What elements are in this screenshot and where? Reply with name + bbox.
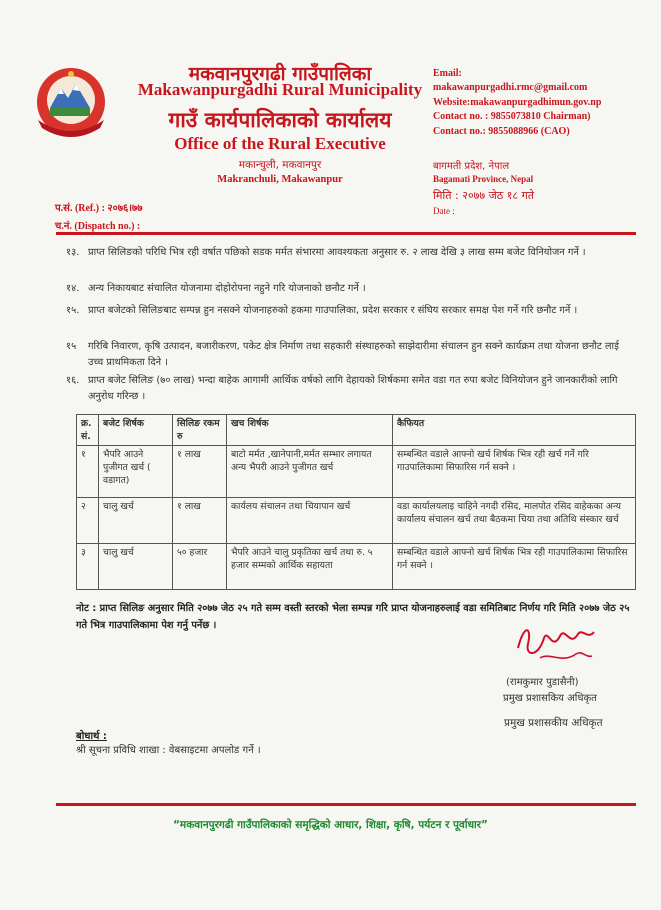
signatory-stamp: प्रमुख प्रशासकीय अधिकृत xyxy=(504,717,603,729)
website: Website:makawanpurgadhimun.gov.np xyxy=(433,97,602,108)
signatory-name: (रामकुमार पुडासैनी) xyxy=(506,677,579,688)
nepal-emblem-icon xyxy=(30,64,112,140)
paragraph-text: गरिबि निवारण, कृषि उत्पादन, बजारीकरण, पकेट क्षेत्र निर्माण तथा सहकारी संस्थाहरुको साझेदारीमा संचालन हुन सक्ने कार्यक्रम तथा योजना छनौट लाई उच्च प्राथमिकता दिने । xyxy=(88,341,619,368)
table-cell: भैपरि आउने पुजीगत खर्च ( वडागत) xyxy=(99,446,173,498)
table-cell: सम्बन्धित वडाले आफ्नो खर्च शिर्षक भित्र रही खर्च गर्ने गरि गाउपालिकामा सिफारिस गर्न सक्ने । xyxy=(393,446,636,498)
paragraph-number: १५. xyxy=(66,305,80,316)
table-cell: १ लाख xyxy=(173,498,227,544)
office-title-english: Office of the Rural Executive xyxy=(174,134,386,153)
table-header: सिलिङ रकम रु xyxy=(173,415,227,446)
paragraph-number: १४. xyxy=(66,283,80,294)
date-english-label: Date : xyxy=(433,206,455,216)
footer-divider xyxy=(56,803,636,806)
table-cell: ३ xyxy=(77,544,99,590)
paragraph-15a xyxy=(66,303,636,319)
email-value: makawanpurgadhi.rmc@gmail.com xyxy=(433,82,588,93)
cc-item: श्री सूचना प्रविधि शाखा : वेबसाइटमा अपलोड गर्ने । xyxy=(76,745,261,756)
footer-slogan: “मकवानपुरगढी गाउँपालिकाको समृद्धिको आधार, शिक्षा, कृषि, पर्यटन र पूर्वाधार” xyxy=(173,819,488,831)
table-cell: सम्बन्धित वडाले आफ्नो खर्च शिर्षक भित्र रही गाउपालिकामा सिफारिस गर्न सक्ने । xyxy=(393,544,636,590)
signature-icon xyxy=(510,618,600,670)
address-english: Makranchuli, Makawanpur xyxy=(217,174,343,185)
table-cell: कार्यलय संचालन तथा चियापान खर्च xyxy=(227,498,393,544)
header-divider xyxy=(56,232,636,235)
table-cell: ५० हजार xyxy=(173,544,227,590)
paragraph-text: प्राप्त बजेट सिलिङ (७० लाख) भन्दा बाहेक आगामी आर्थिक वर्षको लागि देहायको शिर्षकमा समेत वडा गत रुपा बजेट विनियोजन हुने जानकारीको लागि अनुरोध गरिन्छ । xyxy=(88,375,618,402)
contact-cao: Contact no.: 9855088966 (CAO) xyxy=(433,126,570,137)
table-cell: चालु खर्च xyxy=(99,498,173,544)
signatory-title: प्रमुख प्रशासकिय अधिकृत xyxy=(503,693,597,704)
office-title-nepali: गाउँ कार्यपालिकाको कार्यालय xyxy=(168,108,392,132)
province-english: Bagamati Province, Nepal xyxy=(433,174,534,184)
table-cell: २ xyxy=(77,498,99,544)
table-header-row xyxy=(77,415,636,446)
table-cell: भैपरि आउने चालु प्रकृतिका खर्च तथा रु. ५ हजार सम्मको आर्थिक सहायता xyxy=(227,544,393,590)
province-nepali: बागमती प्रदेश, नेपाल xyxy=(433,161,510,172)
table-header: बजेट शिर्षक xyxy=(99,415,173,446)
paragraph-number: १६. xyxy=(66,375,80,386)
table-cell: १ लाख xyxy=(173,446,227,498)
paragraph-text: प्राप्त सिलिङको परिधि भित्र रही वर्षात पछिको सडक मर्मत संभारमा आवश्यकता अनुसार रु. २ लाख देखि ३ लाख सम्म बजेट विनियोजन गर्ने । xyxy=(88,247,586,258)
table-row xyxy=(77,498,636,544)
paragraph-15b xyxy=(66,339,636,371)
dispatch-number: च.नं. (Dispatch no.) : xyxy=(55,221,141,232)
municipality-title-nepali: मकवानपुरगढी गाउँपालिका xyxy=(188,63,372,85)
table-cell: १ xyxy=(77,446,99,498)
paragraph-14 xyxy=(66,281,636,297)
cc-label: बोधार्थ : xyxy=(76,731,107,742)
paragraph-number: १५ xyxy=(66,341,77,352)
table-cell: वडा कार्यालयलाइ चाहिने नगदी रसिद, मालपोत रसिद वाहेकका अन्य कार्यालय संचालन खर्च तथा बैठकमा चिया तथा अतिथि संस्कार खर्च xyxy=(393,498,636,544)
budget-table xyxy=(76,414,636,590)
paragraph-text: प्राप्त बजेटको सिलिङबाट सम्पन्न हुन नसक्ने योजनाहरुको हकमा गाउपालिका, प्रदेश सरकार र संघिय सरकार समक्ष पेश गर्ने गरि छनौट गर्ने । xyxy=(88,305,578,316)
table-row xyxy=(77,544,636,590)
table-header: क्र. सं. xyxy=(77,415,99,446)
table-header: कैफियत xyxy=(393,415,636,446)
paragraph-text: अन्य निकायबाट संचालित योजनामा दोहोरोपना नहुने गरि योजनाको छनौट गर्ने । xyxy=(88,283,366,294)
table-cell: बाटो मर्मत ,खानेपानी,मर्मत सम्भार लगायत अन्य भैपरी आउने पुजीगत खर्च xyxy=(227,446,393,498)
table-row xyxy=(77,446,636,498)
table-cell: चालु खर्च xyxy=(99,544,173,590)
address-nepali: मकान्चुली, मकवानपुर xyxy=(238,159,322,171)
paragraph-13 xyxy=(66,245,636,261)
table-header: खच शिर्षक xyxy=(227,415,393,446)
email-label: Email: xyxy=(433,68,462,79)
date-nepali: मिति : २०७७ जेठ १८ गते xyxy=(433,189,535,202)
reference-number: प.सं. (Ref.) : २०७६।७७ xyxy=(55,203,143,214)
note-paragraph: नोट : प्राप्त सिलिङ अनुसार मिति २०७७ जेठ २५ गते सम्म वस्ती स्तरको भेला सम्पन्न गरि प्राप्त योजनाहरुलाई वडा समितिबाट निर्णय गरि मिति २०७७ जेठ २५ गते भित्र गाउपालिकामा पेश गर्नु पर्नेछ । xyxy=(76,603,630,631)
contact-chairman: Contact no. : 9855073810 Chairman) xyxy=(433,111,591,122)
paragraph-16 xyxy=(66,373,636,405)
municipality-title-english: Makawanpurgadhi Rural Municipality xyxy=(137,80,423,99)
paragraph-number: १३. xyxy=(66,247,80,258)
